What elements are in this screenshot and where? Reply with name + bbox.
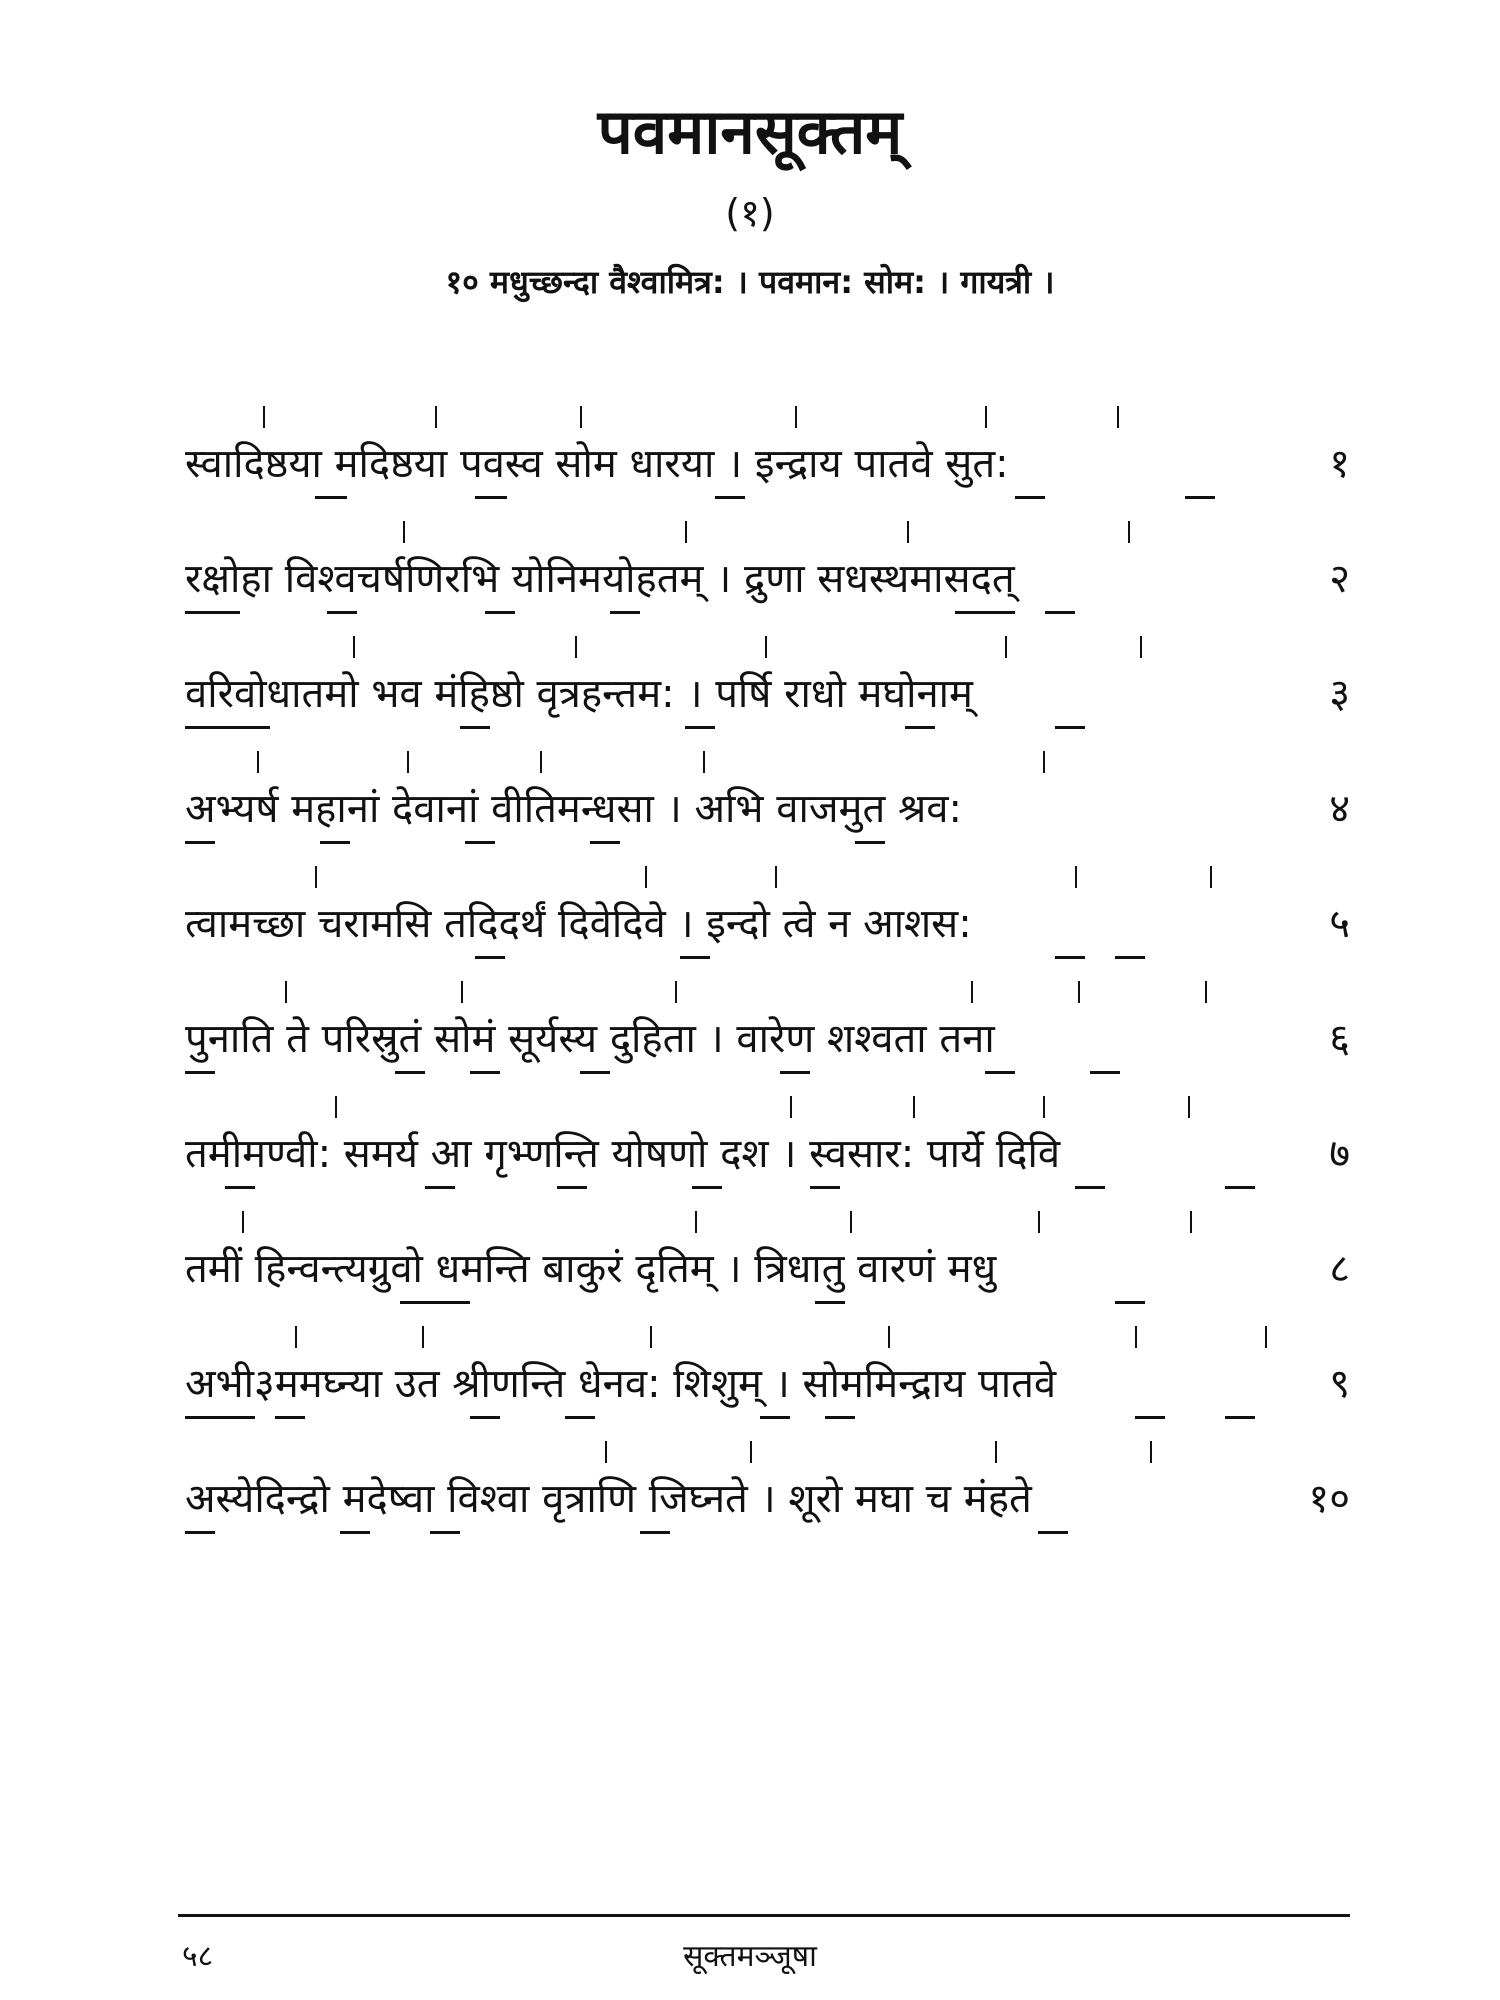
verse-5 — [185, 870, 1350, 980]
footer-rule — [178, 1914, 1350, 1917]
verse-8 — [185, 1215, 1350, 1325]
verse-number: २ — [1329, 556, 1350, 602]
verse-number: १ — [1329, 441, 1350, 487]
verse-number: ५ — [1329, 901, 1350, 947]
verse-text: तमीमण्वी: समर्य आ गृभ्णन्ति योषणो दश । स्वसार: पार्ये दिवि — [185, 1131, 1061, 1177]
verse-text: अभ्यर्ष महानां देवानां वीतिमन्धसा । अभि वाजमुत श्रव: — [185, 786, 962, 832]
verse-9 — [185, 1330, 1350, 1440]
verse-10 — [185, 1445, 1350, 1555]
verse-text: अस्येदिन्द्रो मदेष्वा विश्वा वृत्राणि जिघ्नते । शूरो मघा च मंहते — [185, 1476, 1032, 1522]
verse-2 — [185, 525, 1350, 635]
verse-number: १० — [1308, 1476, 1350, 1522]
hymn-number: (१) — [725, 191, 775, 235]
page-number: ५८ — [182, 1939, 214, 1974]
verse-text: स्वादिष्ठया मदिष्ठया पवस्व सोम धारया । इन्द्राय पातवे सुत: — [185, 441, 1009, 487]
verse-text: वरिवोधातमो भव मंहिष्ठो वृत्रहन्तम: । पर्षि राधो मघोनाम् — [185, 671, 973, 717]
verse-number: ७ — [1329, 1131, 1350, 1177]
verse-text: अभी३ममघ्न्या उत श्रीणन्ति धेनव: शिशुम् । सोममिन्द्राय पातवे — [185, 1361, 1057, 1407]
verse-text: पुनाति ते परिस्रुतं सोमं सूर्यस्य दुहिता । वारेण शश्वता तना — [185, 1016, 995, 1062]
verse-number: ३ — [1329, 671, 1350, 717]
verse-4 — [185, 755, 1350, 865]
hymn-title: पवमानसूक्तम् — [597, 95, 903, 168]
verse-text: रक्षोहा विश्वचर्षणिरभि योनिमयोहतम् । द्रुणा सधस्थमासदत् — [185, 556, 1015, 602]
verse-number: ४ — [1329, 786, 1350, 832]
hymn-attribution: १० मधुच्छन्दा वैश्वामित्र: । पवमान: सोम: । गायत्री । — [445, 263, 1055, 301]
verse-number: ८ — [1329, 1246, 1350, 1292]
verse-text: त्वामच्छा चरामसि तदिदर्थं दिवेदिवे । इन्दो त्वे न आशस: — [185, 901, 972, 947]
verse-number: ९ — [1329, 1361, 1350, 1407]
book-title: सूक्तमञ्जूषा — [683, 1939, 817, 1974]
verse-7 — [185, 1100, 1350, 1210]
verse-3 — [185, 640, 1350, 750]
verse-1 — [185, 410, 1350, 520]
verse-text: तमीं हिन्वन्त्यग्रुवो धमन्ति बाकुरं दृतिम् । त्रिधातु वारणं मधु — [185, 1246, 997, 1292]
verse-number: ६ — [1329, 1016, 1350, 1062]
verse-6 — [185, 985, 1350, 1095]
